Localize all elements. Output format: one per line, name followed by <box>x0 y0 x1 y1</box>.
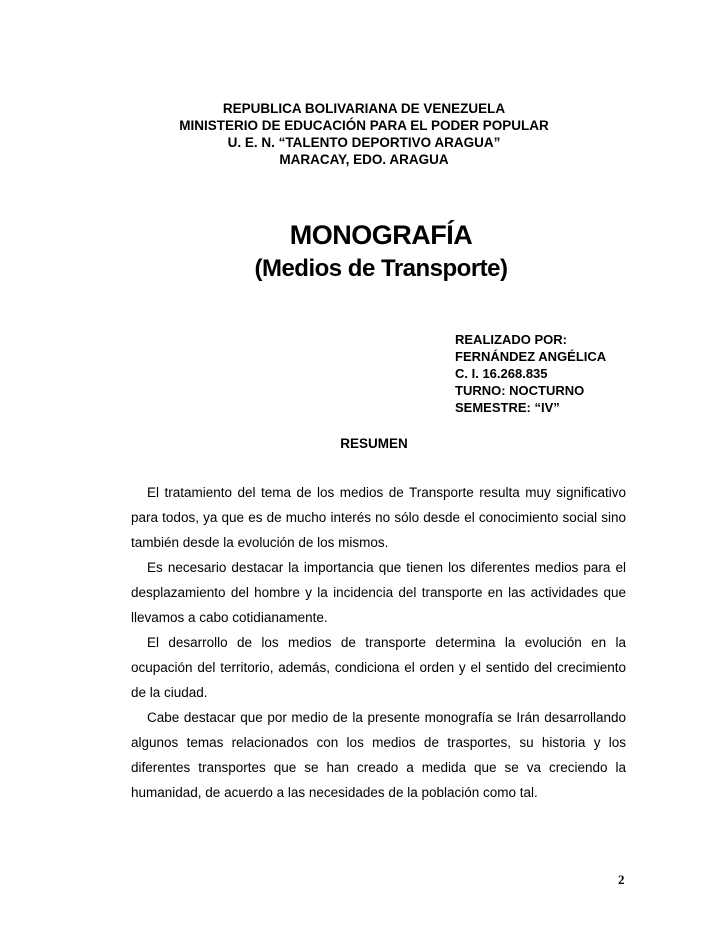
summary-heading: RESUMEN <box>340 436 408 451</box>
page-number: 2 <box>618 872 625 887</box>
author-info <box>455 331 606 416</box>
header-line-location: MARACAY, EDO. ARAGUA <box>279 152 449 167</box>
author-semester: SEMESTRE: “IV” <box>455 400 560 415</box>
summary-body <box>131 480 626 805</box>
header-line-ministry: MINISTERIO DE EDUCACIÓN PARA EL PODER POPULAR <box>179 118 549 133</box>
author-name: FERNÁNDEZ ANGÉLICA <box>455 349 607 364</box>
title-block <box>0 218 728 286</box>
institution-header <box>0 100 728 168</box>
document-title: MONOGRAFÍA <box>289 220 473 250</box>
summary-paragraph: El tratamiento del tema de los medios de Transporte resulta muy significativo para todos, ya que es de mucho interés no sólo desde el conocimiento social sino también desde la evolución de los mismos. <box>131 485 626 550</box>
header-line-school: U. E. N. “TALENTO DEPORTIVO ARAGUA” <box>227 135 501 150</box>
author-label: REALIZADO POR: <box>455 332 567 347</box>
summary-paragraph: Es necesario destacar la importancia que tienen los diferentes medios para el desplazamiento del hombre y la incidencia del transporte en las actividades que llevamos a cabo cotidianamente. <box>131 560 626 625</box>
document-subtitle: (Medios de Transporte) <box>254 255 508 282</box>
author-shift: TURNO: NOCTURNO <box>455 383 585 398</box>
author-id: C. I. 16.268.835 <box>455 366 548 381</box>
summary-paragraph: El desarrollo de los medios de transporte determina la evolución en la ocupación del territorio, además, condiciona el orden y el sentido del crecimiento de la ciudad. <box>131 635 626 700</box>
header-line-country: REPUBLICA BOLIVARIANA DE VENEZUELA <box>222 101 506 116</box>
summary-paragraph: Cabe destacar que por medio de la presente monografía se Irán desarrollando algunos temas relacionados con los medios de trasportes, su historia y los diferentes transportes que se han creado a medida que se va creciendo la humanidad, de acuerdo a las necesidades de la población como tal. <box>131 710 626 800</box>
